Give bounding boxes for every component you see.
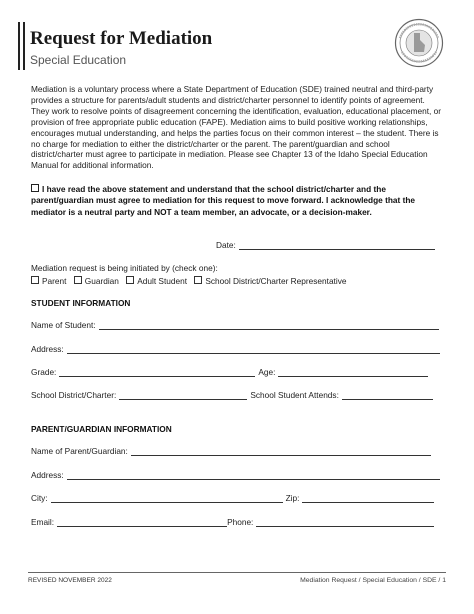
checkbox-icon bbox=[31, 276, 39, 284]
checkbox-icon bbox=[194, 276, 202, 284]
parent-address-field[interactable] bbox=[67, 470, 440, 480]
city-label: City: bbox=[31, 493, 48, 503]
zip-label: Zip: bbox=[285, 493, 300, 503]
checkbox-icon bbox=[126, 276, 134, 284]
parent-section-heading: PARENT/GUARDIAN INFORMATION bbox=[31, 424, 172, 434]
page-footer: Mediation Request / Special Education / SDE / 1 bbox=[300, 577, 446, 584]
grade-label: Grade: bbox=[31, 367, 57, 377]
city-zip-row bbox=[31, 493, 434, 503]
page-subtitle: Special Education bbox=[30, 53, 127, 67]
district-row bbox=[31, 390, 433, 400]
student-name-row bbox=[31, 320, 439, 330]
age-label: Age: bbox=[258, 367, 276, 377]
student-section-heading: STUDENT INFORMATION bbox=[31, 298, 131, 308]
school-attends-label: School Student Attends: bbox=[250, 390, 339, 400]
header-rule-right bbox=[23, 22, 25, 70]
grade-field[interactable] bbox=[59, 367, 255, 377]
revision-date: REVISED NOVEMBER 2022 bbox=[28, 577, 112, 584]
student-address-label: Address: bbox=[31, 344, 64, 354]
footer-divider bbox=[28, 572, 446, 573]
district-field[interactable] bbox=[119, 390, 247, 400]
state-seal-icon bbox=[394, 18, 444, 68]
date-field[interactable] bbox=[239, 240, 435, 250]
option-district-representative[interactable]: School District/Charter Representative bbox=[194, 276, 346, 286]
student-address-row bbox=[31, 344, 440, 354]
initiated-by-options bbox=[31, 276, 351, 286]
email-phone-row bbox=[31, 517, 434, 527]
parent-name-row bbox=[31, 446, 431, 456]
student-name-label: Name of Student: bbox=[31, 320, 96, 330]
school-attends-field[interactable] bbox=[342, 390, 433, 400]
student-name-field[interactable] bbox=[99, 320, 439, 330]
checkbox-icon bbox=[74, 276, 82, 284]
zip-field[interactable] bbox=[302, 493, 434, 503]
option-adult-student[interactable]: Adult Student bbox=[126, 276, 187, 286]
acknowledgement-text: I have read the above statement and understand that the school district/charter and the parent/guardian must agree to mediation for this request to move forward. I acknowledge that the mediator is a neutral party and NOT a team member, an advocate, or a decision-maker. bbox=[31, 184, 416, 217]
mediation-description: Mediation is a voluntary process where a State Department of Education (SDE) trained neutral and third-party provides a structure for parents/adult students and district/charter personnel to identify points of agreement. They work to resolve points of disagreement concerning the identification, evaluation, educational placement, or provision of free appropriate public education (FAPE). Mediation aims to build positive working relationships, encourages mutual understanding, and helps the parties focus on their common interest – the student. There is no charge for mediation to either the district/charter or the parent. The parent/guardian and school district/charter must agree to participate in mediation. Please see Chapter 13 of the Idaho Special Education Manual for additional information. bbox=[31, 84, 442, 171]
date-label: Date: bbox=[216, 240, 236, 250]
parent-address-row bbox=[31, 470, 440, 480]
option-guardian[interactable]: Guardian bbox=[74, 276, 119, 286]
grade-age-row bbox=[31, 367, 428, 377]
age-field[interactable] bbox=[278, 367, 428, 377]
phone-label: Phone: bbox=[227, 517, 254, 527]
parent-name-label: Name of Parent/Guardian: bbox=[31, 446, 128, 456]
acknowledgement-statement bbox=[31, 184, 443, 218]
date-row bbox=[216, 240, 435, 250]
document-header bbox=[18, 22, 458, 72]
acknowledgement-checkbox[interactable] bbox=[31, 184, 39, 192]
student-address-field[interactable] bbox=[67, 344, 440, 354]
parent-address-label: Address: bbox=[31, 470, 64, 480]
email-label: Email: bbox=[31, 517, 55, 527]
initiated-by-label: Mediation request is being initiated by (check one): bbox=[31, 263, 218, 273]
district-label: School District/Charter: bbox=[31, 390, 117, 400]
header-rule-left bbox=[18, 22, 20, 70]
phone-field[interactable] bbox=[256, 517, 434, 527]
email-field[interactable] bbox=[57, 517, 227, 527]
page-number: 1 bbox=[442, 577, 446, 584]
city-field[interactable] bbox=[51, 493, 283, 503]
option-parent[interactable]: Parent bbox=[31, 276, 66, 286]
page-title: Request for Mediation bbox=[30, 28, 213, 49]
parent-name-field[interactable] bbox=[131, 446, 431, 456]
